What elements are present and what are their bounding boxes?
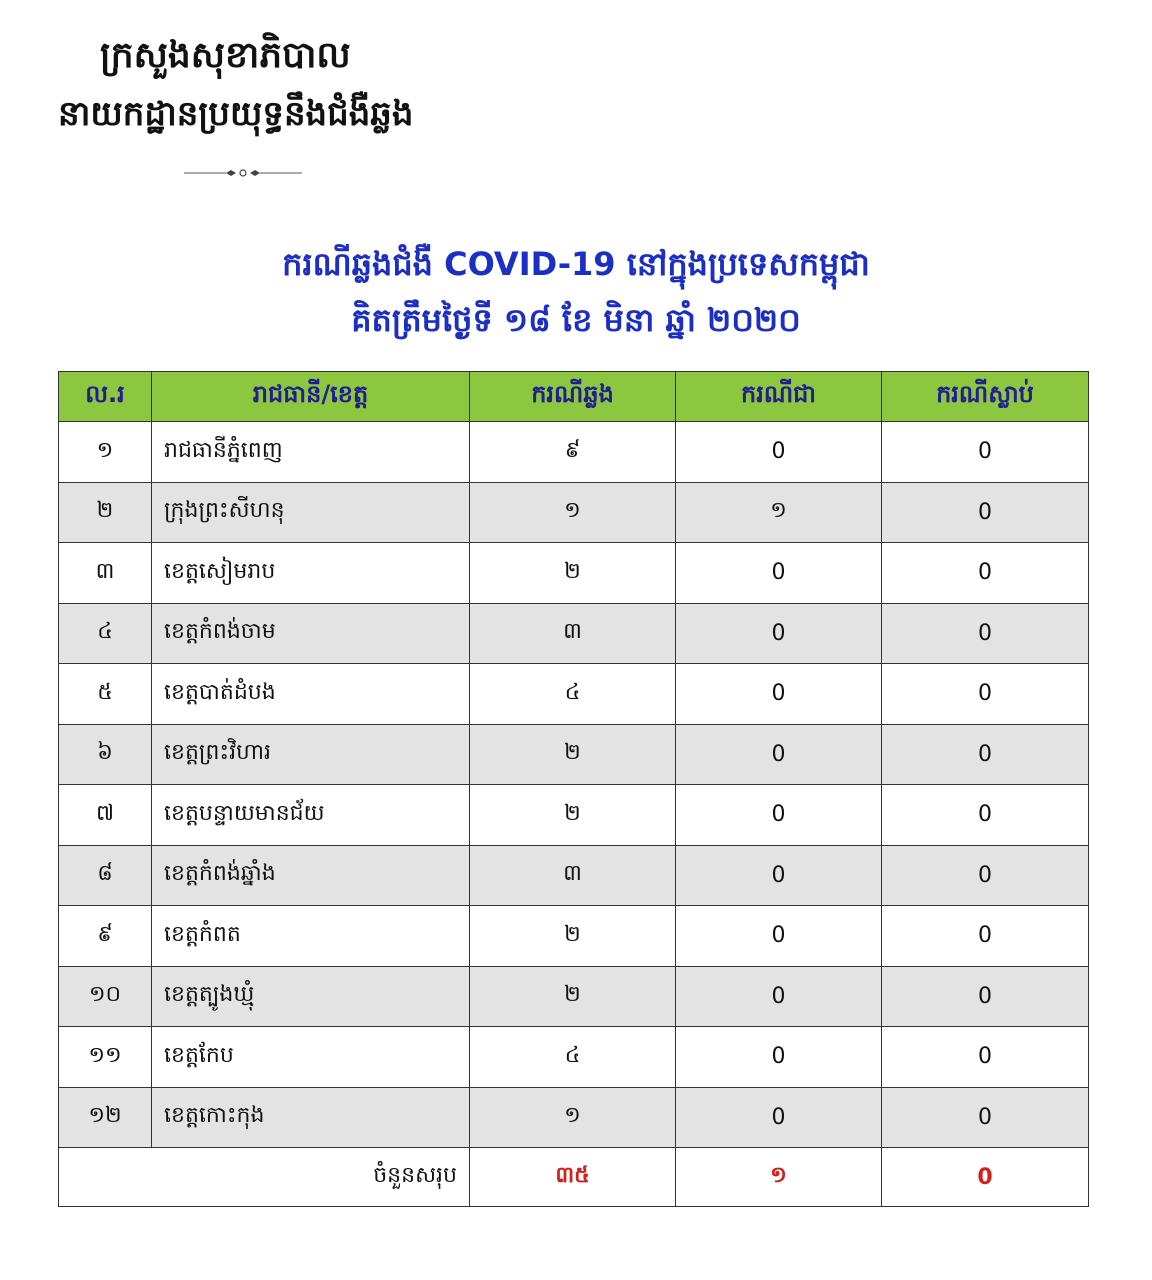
row-deaths: 0 — [882, 603, 1089, 664]
row-deaths: 0 — [882, 845, 1089, 906]
row-province: រាជធានីភ្នំពេញ — [152, 422, 470, 483]
row-recovered: 0 — [676, 664, 882, 725]
table-row — [59, 664, 1089, 725]
total-row — [59, 1148, 1089, 1207]
row-number: ២ — [59, 482, 152, 543]
row-recovered: 0 — [676, 724, 882, 785]
row-recovered: 0 — [676, 1027, 882, 1088]
table-row — [59, 543, 1089, 604]
row-province: ខេត្តកោះកុង — [152, 1087, 470, 1148]
row-infected: ៤ — [470, 1027, 676, 1088]
row-province: ខេត្តត្បូងឃ្មុំ — [152, 966, 470, 1027]
row-infected: ២ — [470, 906, 676, 967]
ornament-divider-icon — [184, 166, 302, 180]
covid-cases-table — [58, 371, 1089, 1207]
table-row — [59, 724, 1089, 785]
total-label: ចំនួនសរុប — [59, 1148, 470, 1207]
ministry-name: ក្រសួងសុខាភិបាល — [100, 35, 351, 76]
table-row — [59, 1027, 1089, 1088]
row-infected: ២ — [470, 966, 676, 1027]
table-row — [59, 966, 1089, 1027]
row-recovered: 0 — [676, 543, 882, 604]
row-infected: ៩ — [470, 422, 676, 483]
row-recovered: 0 — [676, 845, 882, 906]
row-deaths: 0 — [882, 1087, 1089, 1148]
row-number: ១១ — [59, 1027, 152, 1088]
table-row — [59, 603, 1089, 664]
row-number: ៨ — [59, 845, 152, 906]
department-name: នាយកដ្ឋានប្រយុទ្ធនឹងជំងឺឆ្លង — [58, 94, 414, 134]
header-recovered: ករណីជា — [676, 372, 882, 422]
row-number: ១២ — [59, 1087, 152, 1148]
row-infected: ៣ — [470, 603, 676, 664]
row-deaths: 0 — [882, 966, 1089, 1027]
table-header-row — [59, 372, 1089, 422]
row-deaths: 0 — [882, 664, 1089, 725]
row-number: ១០ — [59, 966, 152, 1027]
total-infected: ៣៥ — [470, 1148, 676, 1207]
row-number: ១ — [59, 422, 152, 483]
header-deaths: ករណីស្លាប់ — [882, 372, 1089, 422]
row-recovered: 0 — [676, 1087, 882, 1148]
row-infected: ២ — [470, 543, 676, 604]
row-deaths: 0 — [882, 482, 1089, 543]
table-row — [59, 906, 1089, 967]
table-row — [59, 845, 1089, 906]
row-number: ៦ — [59, 724, 152, 785]
table-row — [59, 422, 1089, 483]
row-deaths: 0 — [882, 422, 1089, 483]
row-number: ៤ — [59, 603, 152, 664]
row-province: ខេត្តកំពង់ចាម — [152, 603, 470, 664]
row-province: ខេត្តកំពង់ឆ្នាំង — [152, 845, 470, 906]
row-infected: ៤ — [470, 664, 676, 725]
row-province: ខេត្តបន្ទាយមានជ័យ — [152, 785, 470, 846]
row-infected: ២ — [470, 785, 676, 846]
row-province: ខេត្តព្រះវិហារ — [152, 724, 470, 785]
row-recovered: 0 — [676, 906, 882, 967]
row-deaths: 0 — [882, 1027, 1089, 1088]
row-recovered: 0 — [676, 966, 882, 1027]
row-province: ខេត្តបាត់ដំបង — [152, 664, 470, 725]
row-recovered: 0 — [676, 785, 882, 846]
row-province: ខេត្តកែប — [152, 1027, 470, 1088]
row-deaths: 0 — [882, 543, 1089, 604]
table-row — [59, 785, 1089, 846]
row-province: ខេត្តសៀមរាប — [152, 543, 470, 604]
row-number: ៩ — [59, 906, 152, 967]
header-province: រាជធានី/ខេត្ត — [152, 372, 470, 422]
row-deaths: 0 — [882, 906, 1089, 967]
row-deaths: 0 — [882, 724, 1089, 785]
report-title: ករណីឆ្លងជំងឺ COVID-19 នៅក្នុងប្រទេសកម្ពុជា — [282, 245, 870, 283]
row-recovered: 0 — [676, 422, 882, 483]
table-row — [59, 482, 1089, 543]
row-recovered: 0 — [676, 603, 882, 664]
row-province: ក្រុងព្រះសីហនុ — [152, 482, 470, 543]
row-infected: ២ — [470, 724, 676, 785]
row-number: ៣ — [59, 543, 152, 604]
row-province: ខេត្តកំពត — [152, 906, 470, 967]
row-recovered: ១ — [676, 482, 882, 543]
row-infected: ១ — [470, 1087, 676, 1148]
table-row — [59, 1087, 1089, 1148]
row-infected: ១ — [470, 482, 676, 543]
row-infected: ៣ — [470, 845, 676, 906]
header-number: ល.រ — [59, 372, 152, 422]
total-deaths: 0 — [882, 1148, 1089, 1207]
total-recovered: ១ — [676, 1148, 882, 1207]
row-number: ៥ — [59, 664, 152, 725]
header-infected: ករណីឆ្លង — [470, 372, 676, 422]
report-date: គិតត្រឹមថ្ងៃទី ១៨ ខែ មិនា ឆ្នាំ ២០២០ — [351, 301, 801, 339]
row-number: ៧ — [59, 785, 152, 846]
row-deaths: 0 — [882, 785, 1089, 846]
